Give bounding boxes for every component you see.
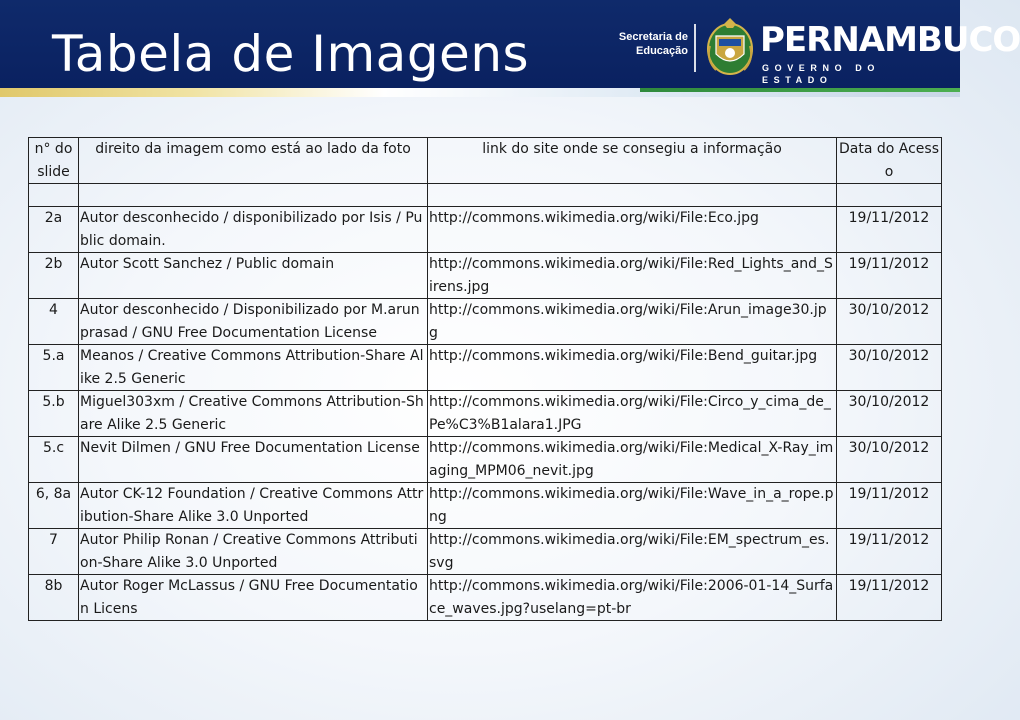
cell-credit: Miguel303xm / Creative Commons Attribution-Share Alike 2.5 Generic bbox=[79, 391, 428, 437]
cell-link[interactable]: http://commons.wikimedia.org/wiki/File:Eco.jpg bbox=[428, 207, 837, 253]
cell-date bbox=[837, 184, 942, 207]
cell-slide: 5.b bbox=[29, 391, 79, 437]
table-row bbox=[29, 391, 942, 437]
header-bar bbox=[0, 0, 1020, 90]
cell-slide bbox=[29, 184, 79, 207]
cell-link[interactable]: http://commons.wikimedia.org/wiki/File:Circo_y_cima_de_Pe%C3%B1alara1.JPG bbox=[428, 391, 837, 437]
logo-divider bbox=[694, 24, 696, 72]
images-table bbox=[28, 137, 942, 621]
coat-of-arms-icon bbox=[702, 16, 758, 78]
cell-credit: Autor Roger McLassus / GNU Free Documentation Licens bbox=[79, 575, 428, 621]
cell-credit: Nevit Dilmen / GNU Free Documentation License bbox=[79, 437, 428, 483]
cell-link[interactable]: http://commons.wikimedia.org/wiki/File:EM_spectrum_es.svg bbox=[428, 529, 837, 575]
cell-link[interactable]: http://commons.wikimedia.org/wiki/File:Red_Lights_and_Sirens.jpg bbox=[428, 253, 837, 299]
header-access-date: Data do Acesso bbox=[837, 138, 942, 184]
cell-link[interactable]: http://commons.wikimedia.org/wiki/File:2006-01-14_Surface_waves.jpg?uselang=pt-br bbox=[428, 575, 837, 621]
table-row bbox=[29, 345, 942, 391]
cell-credit bbox=[79, 184, 428, 207]
table-row bbox=[29, 299, 942, 345]
cell-credit: Autor Scott Sanchez / Public domain bbox=[79, 253, 428, 299]
table-row bbox=[29, 529, 942, 575]
cell-link[interactable]: http://commons.wikimedia.org/wiki/File:Medical_X-Ray_imaging_MPM06_nevit.jpg bbox=[428, 437, 837, 483]
cell-credit: Autor desconhecido / disponibilizado por Isis / Public domain. bbox=[79, 207, 428, 253]
pernambuco-logo bbox=[608, 16, 1020, 85]
cell-link[interactable]: http://commons.wikimedia.org/wiki/File:Bend_guitar.jpg bbox=[428, 345, 837, 391]
secretaria-line-1: Secretaria de bbox=[618, 31, 688, 43]
cell-slide: 6, 8a bbox=[29, 483, 79, 529]
cell-slide: 2b bbox=[29, 253, 79, 299]
slide-title: Tabela de Imagens bbox=[52, 25, 530, 83]
header-slide-number: n° do slide bbox=[29, 138, 79, 184]
table-row bbox=[29, 253, 942, 299]
cell-slide: 2a bbox=[29, 207, 79, 253]
cell-credit: Autor desconhecido / Disponibilizado por M.arunprasad / GNU Free Documentation License bbox=[79, 299, 428, 345]
cell-credit: Meanos / Creative Commons Attribution-Share Alike 2.5 Generic bbox=[79, 345, 428, 391]
header-green-stripe bbox=[640, 88, 960, 92]
header-source-link: link do site onde se consegiu a informação bbox=[428, 138, 837, 184]
cell-date: 19/11/2012 bbox=[837, 575, 942, 621]
cell-date: 19/11/2012 bbox=[837, 483, 942, 529]
table-row bbox=[29, 575, 942, 621]
cell-credit: Autor Philip Ronan / Creative Commons Attribution-Share Alike 3.0 Unported bbox=[79, 529, 428, 575]
table-row bbox=[29, 437, 942, 483]
table-row bbox=[29, 207, 942, 253]
brand-subtitle: GOVERNO DO ESTADO bbox=[762, 63, 881, 85]
brand-name: PERNAMBUCO bbox=[760, 20, 1020, 60]
cell-slide: 8b bbox=[29, 575, 79, 621]
cell-date: 19/11/2012 bbox=[837, 207, 942, 253]
cell-link[interactable]: http://commons.wikimedia.org/wiki/File:Arun_image30.jpg bbox=[428, 299, 837, 345]
cell-link[interactable]: http://commons.wikimedia.org/wiki/File:Wave_in_a_rope.png bbox=[428, 483, 837, 529]
secretaria-label bbox=[608, 30, 688, 58]
cell-date: 30/10/2012 bbox=[837, 391, 942, 437]
table-row bbox=[29, 184, 942, 207]
table-row bbox=[29, 483, 942, 529]
header-image-credit: direito da imagem como está ao lado da foto bbox=[79, 138, 428, 184]
cell-slide: 7 bbox=[29, 529, 79, 575]
cell-date: 19/11/2012 bbox=[837, 529, 942, 575]
cell-link bbox=[428, 184, 837, 207]
table-header-row bbox=[29, 138, 942, 184]
cell-credit: Autor CK-12 Foundation / Creative Commons Attribution-Share Alike 3.0 Unported bbox=[79, 483, 428, 529]
cell-date: 30/10/2012 bbox=[837, 437, 942, 483]
secretaria-line-2: Educação bbox=[636, 45, 688, 57]
cell-date: 19/11/2012 bbox=[837, 253, 942, 299]
cell-slide: 5.c bbox=[29, 437, 79, 483]
cell-date: 30/10/2012 bbox=[837, 345, 942, 391]
cell-slide: 4 bbox=[29, 299, 79, 345]
cell-date: 30/10/2012 bbox=[837, 299, 942, 345]
cell-slide: 5.a bbox=[29, 345, 79, 391]
